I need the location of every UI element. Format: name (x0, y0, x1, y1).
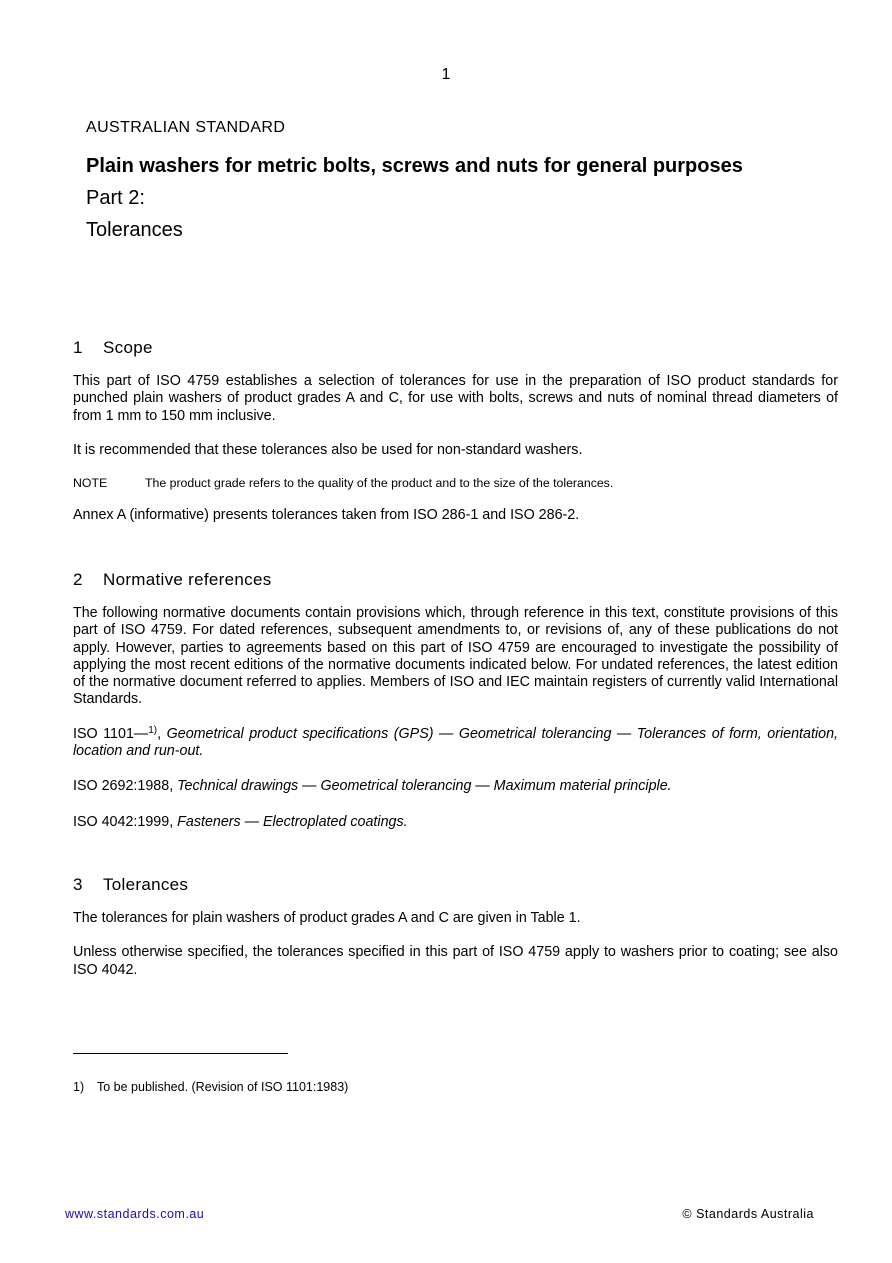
scope-paragraph-2: It is recommended that these tolerances also be used for non-standard washers. (73, 441, 583, 458)
reference-item: ISO 4042:1999, Fasteners — Electroplated coatings. (73, 813, 408, 830)
section-heading (73, 338, 838, 358)
section-number: 3 (73, 875, 83, 894)
reference-code: ISO 1101— (73, 725, 149, 742)
reference-item: ISO 2692:1988, Technical drawings — Geometrical tolerancing — Maximum material principle. (73, 778, 672, 795)
scope-paragraph-3: Annex A (informative) presents tolerances taken from ISO 286-1 and ISO 286-2. (73, 507, 580, 524)
scope-paragraph-1: This part of ISO 4759 establishes a selection of tolerances for use in the preparation of ISO product standards for punched plain washers of product grades A and C, for use with bolts, screws and nuts of nominal thread diameters of from 1 mm to 150 mm inclusive. (73, 373, 838, 424)
note-label: NOTE (73, 476, 108, 491)
document-part: Part 2: (86, 187, 145, 209)
section-scope (73, 338, 838, 524)
copyright-notice: © Standards Australia (682, 1207, 814, 1221)
footnote-divider (73, 1053, 288, 1054)
tolerances-paragraph-2: Unless otherwise specified, the tolerances specified in this part of ISO 4759 apply to washers prior to coating; see also ISO 4042. (73, 944, 838, 978)
section-number: 1 (73, 338, 83, 357)
scope-note (73, 476, 838, 491)
footnote-mark: 1) (73, 1080, 85, 1094)
document-title: Plain washers for metric bolts, screws and nuts for general purposes (86, 155, 743, 177)
normative-paragraph: The following normative documents contain provisions which, through reference in this text, constitute provisions of this part of ISO 4759. For dated references, subsequent amendments to, or revisions of, any of these publications do not apply. However, parties to agreements based on this part of ISO 4759 are encouraged to investigate the possibility of applying the most recent editions of the normative documents indicated below. For undated references, the latest edition of the normative document referred to applies. Members of ISO and IEC maintain registers of currently valid International Standards. (73, 605, 838, 708)
standard-label: AUSTRALIAN STANDARD (86, 119, 286, 136)
reference-title: Fasteners — Electroplated coatings. (177, 813, 408, 830)
section-normative-references (73, 570, 838, 831)
note-text: The product grade refers to the quality of the product and to the size of the tolerances. (145, 476, 614, 491)
section-tolerances (73, 875, 838, 979)
section-number: 2 (73, 570, 83, 589)
document-header (86, 119, 816, 243)
footnote-marker: 1) (148, 724, 158, 736)
section-heading (73, 875, 838, 895)
reference-title: Technical drawings — Geometrical tolerancing — Maximum material principle. (177, 778, 672, 795)
section-title: Tolerances (103, 875, 189, 894)
section-title: Scope (103, 338, 153, 357)
tolerances-paragraph-1: The tolerances for plain washers of product grades A and C are given in Table 1. (73, 910, 581, 926)
reference-title: Geometrical product specifications (GPS) — Geometrical tolerancing — Tolerances of form, orientation, location and run-out. (73, 725, 838, 760)
reference-code: ISO 4042:1999 (73, 813, 170, 830)
reference-item: ISO 1101—$^{1)}$, Geometrical product specifications (GPS) — Geometrical tolerancing — Tolerances of form, orientation, location and run-out. (73, 724, 838, 760)
page-number: 1 (441, 66, 451, 83)
document-subtitle: Tolerances (86, 219, 183, 241)
website-link[interactable]: www.standards.com.au (65, 1207, 205, 1221)
reference-code: ISO 2692:1988 (73, 778, 170, 795)
section-title: Normative references (103, 570, 272, 589)
footnote (73, 1080, 348, 1094)
section-heading (73, 570, 838, 590)
footnote-text: To be published. (Revision of ISO 1101:1983) (97, 1080, 349, 1094)
